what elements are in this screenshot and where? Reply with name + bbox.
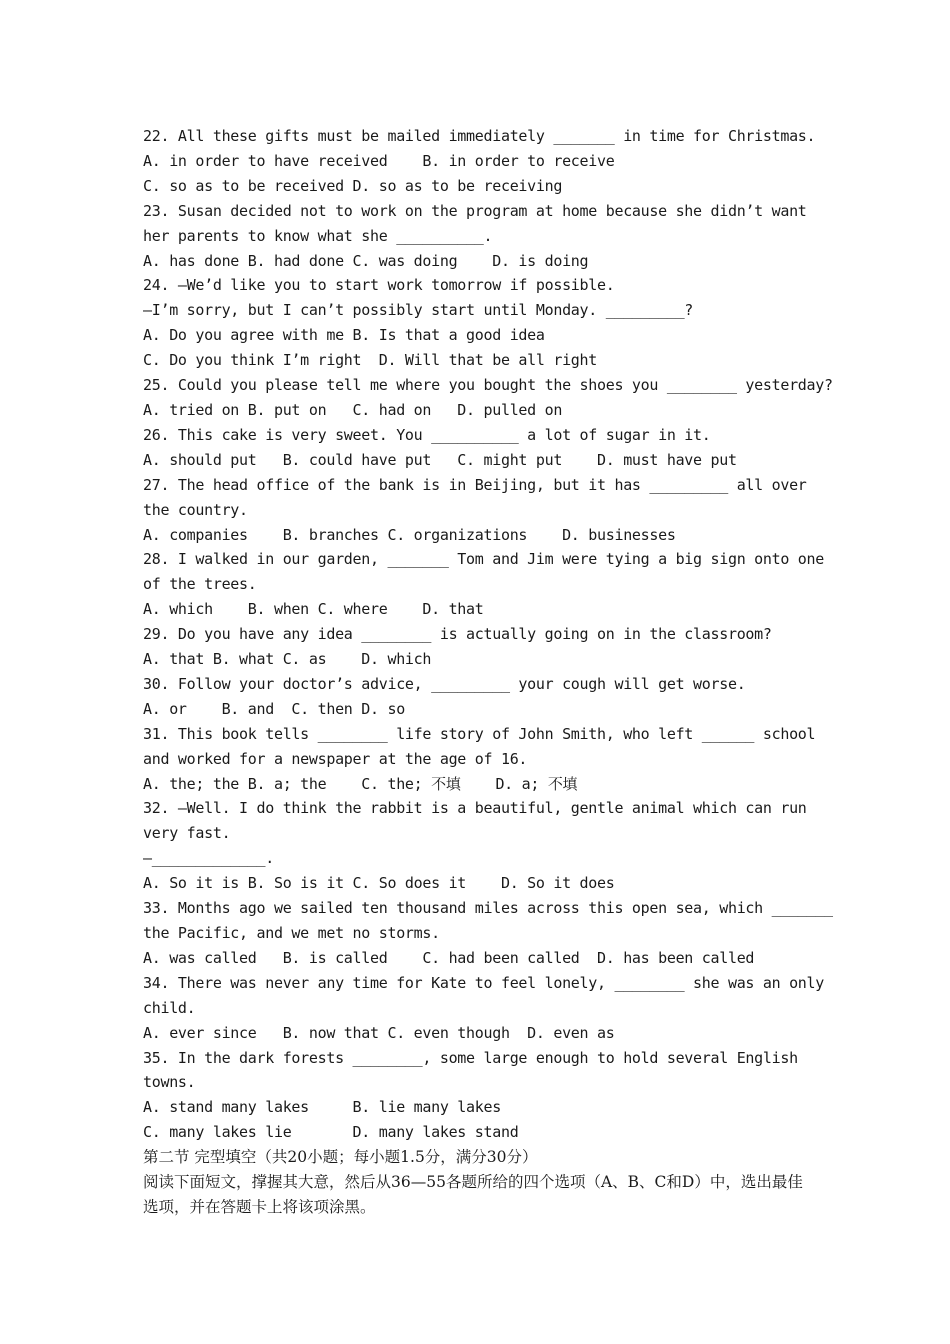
text-line: —I’m sorry, but I can’t possibly start until Monday. _________? — [143, 301, 694, 320]
text-line: —_____________. — [143, 849, 274, 868]
text-line: 30. Follow your doctor’s advice, _________ your cough will get worse. — [143, 674, 746, 693]
text-line: 35. In the dark forests ________, some large enough to hold several English — [143, 1048, 798, 1067]
text-line: A. ever since B. now that C. even though D. even as — [143, 1023, 615, 1042]
text-line: C. Do you think I’m right D. Will that be all right — [143, 351, 598, 370]
text-line: very fast. — [143, 824, 231, 843]
text-line: 25. Could you please tell me where you bought the shoes you ________ yesterday? — [143, 376, 833, 395]
text-line: 22. All these gifts must be mailed immediately _______ in time for Christmas. — [143, 127, 816, 145]
text-line: A. tried on B. put on C. had on D. pulled on — [143, 400, 563, 419]
text-line: the Pacific, and we met no storms. — [143, 924, 440, 942]
text-line: C. many lakes lie D. many lakes stand — [143, 1123, 519, 1142]
section-heading: 第二节 完型填空（共20小题；每小题1.5分，满分30分） — [143, 1148, 538, 1167]
text-line: 32. —Well. I do think the rabbit is a beautiful, gentle animal which can run — [143, 799, 807, 818]
text-line: 34. There was never any time for Kate to feel lonely, ________ she was an only — [143, 973, 825, 992]
text-line: and worked for a newspaper at the age of 16. — [143, 749, 528, 768]
text-line: A. Do you agree with me B. Is that a good idea — [143, 326, 545, 345]
text-line: her parents to know what she __________. — [143, 226, 493, 245]
text-line: 29. Do you have any idea ________ is actually going on in the classroom? — [143, 625, 772, 644]
text-line: 24. —We’d like you to start work tomorrow if possible. — [143, 276, 615, 295]
text-line: A. should put B. could have put C. might put D. must have put — [143, 450, 737, 469]
text-line: A. which B. when C. where D. that — [143, 600, 484, 619]
text-line: A. in order to have received B. in order to receive — [143, 151, 615, 170]
text-line: 27. The head office of the bank is in Beijing, but it has _________ all over — [143, 475, 807, 494]
text-line: A. has done B. had done C. was doing D. is doing — [143, 251, 589, 270]
text-line: child. — [143, 998, 196, 1017]
text-line: the country. — [143, 500, 248, 519]
question-block — [143, 124, 833, 1145]
text-line: 31. This book tells ________ life story of John Smith, who left ______ school — [143, 724, 816, 743]
text-line: A. that B. what C. as D. which — [143, 650, 432, 669]
text-line: A. the; the B. a; the C. the; 不填 D. a; 不填 — [143, 774, 578, 793]
exam-page — [143, 124, 833, 1220]
text-line: A. or B. and C. then D. so — [143, 699, 405, 718]
text-line: A. stand many lakes B. lie many lakes — [143, 1098, 501, 1117]
section-instructions: 阅读下面短文，撑握其大意，然后从36—55各题所给的四个选项（A、B、C和D）中，选出最佳选项，并在答题卡上将该项涂黑。 — [143, 1173, 803, 1216]
text-line: A. companies B. branches C. organizations D. businesses — [143, 525, 676, 544]
text-line: 26. This cake is very sweet. You __________ a lot of sugar in it. — [143, 425, 711, 444]
text-line: C. so as to be received D. so as to be receiving — [143, 176, 563, 195]
text-line: A. was called B. is called C. had been called D. has been called — [143, 948, 755, 967]
text-line: towns. — [143, 1073, 196, 1092]
text-line: of the trees. — [143, 575, 257, 594]
text-line: 33. Months ago we sailed ten thousand miles across this open sea, which _______ — [143, 899, 833, 918]
text-line: 23. Susan decided not to work on the program at home because she didn’t want — [143, 201, 807, 220]
text-line: A. So it is B. So is it C. So does it D. So it does — [143, 874, 615, 893]
text-line: 28. I walked in our garden, _______ Tom and Jim were tying a big sign onto one — [143, 550, 825, 569]
